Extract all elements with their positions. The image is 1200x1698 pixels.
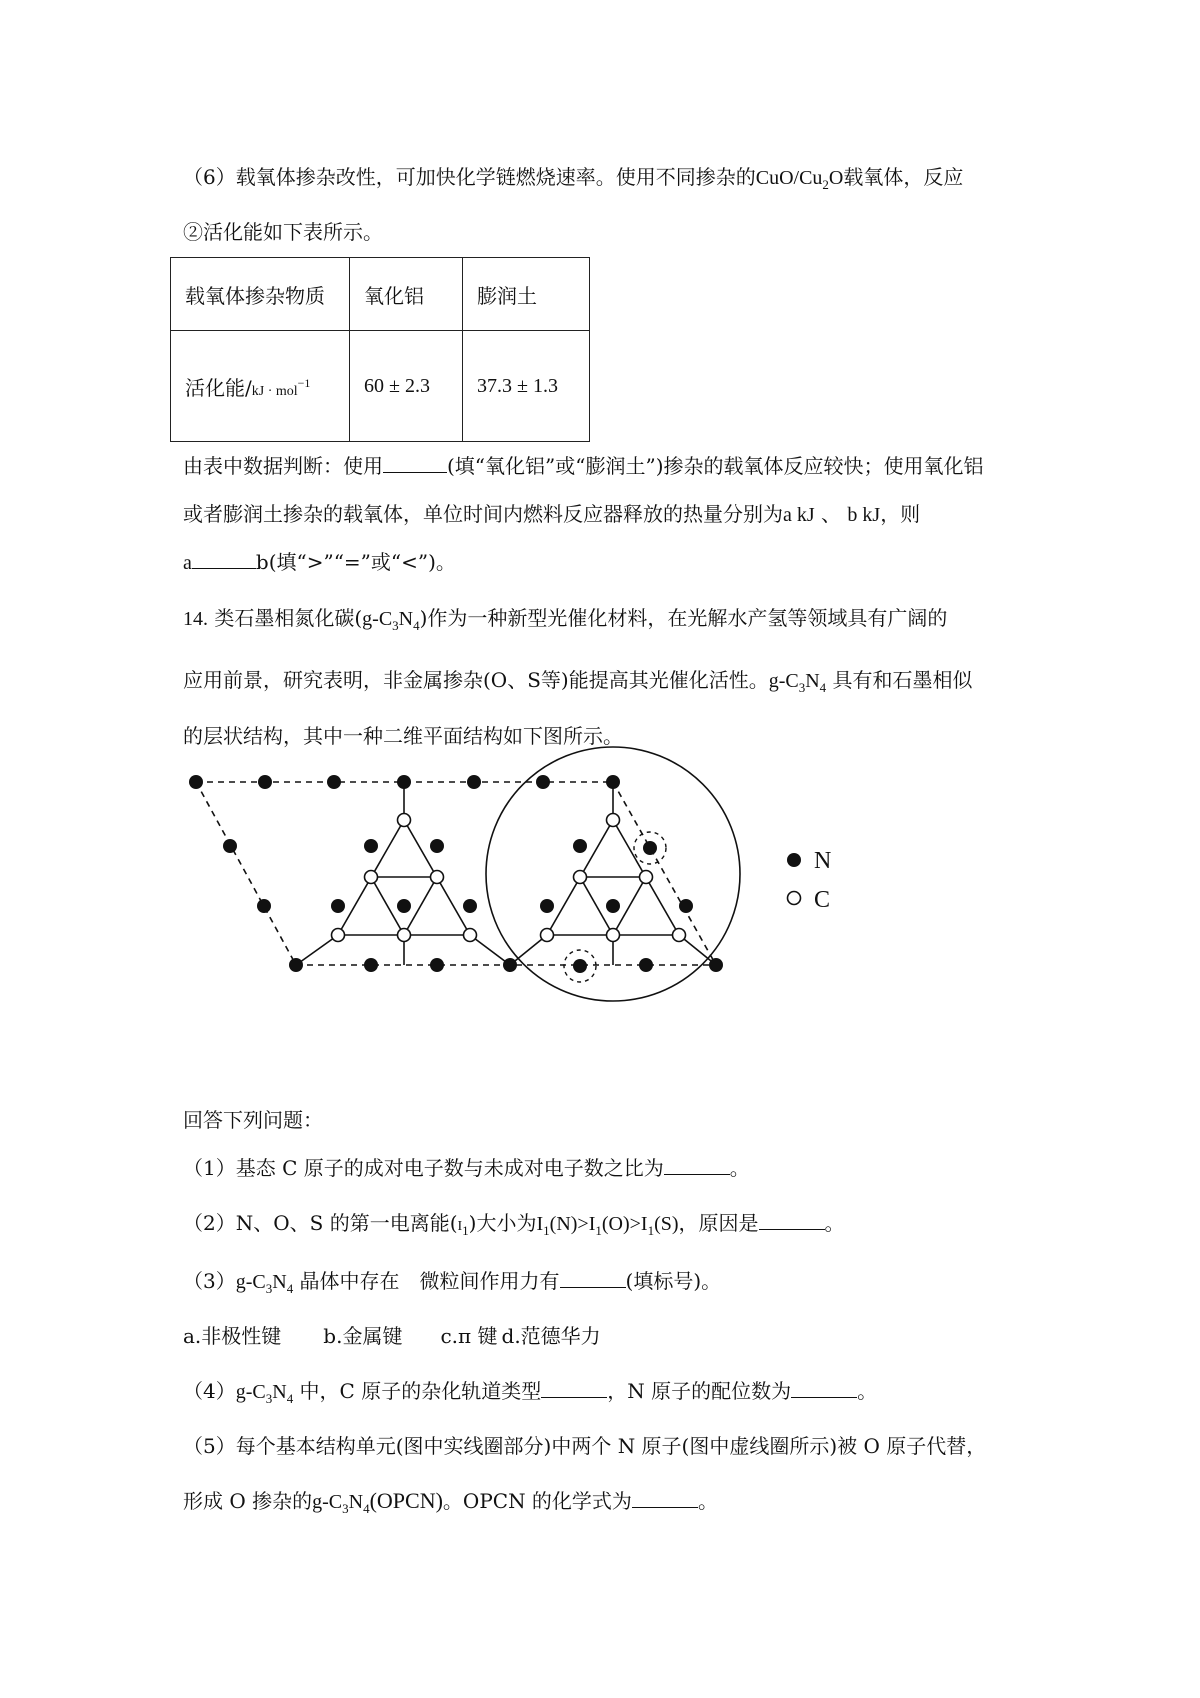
legend-n-marker	[787, 853, 801, 867]
part6-line2: ②活化能如下表所示。	[183, 220, 383, 244]
answer-blank[interactable]	[759, 1211, 825, 1230]
table-cell: 60 ± 2.3	[350, 331, 463, 442]
part6-question-line3: a b(填“>”“=”或“<”)。	[183, 550, 456, 574]
answer-blank[interactable]	[664, 1156, 730, 1175]
legend-c-label: C	[814, 887, 831, 913]
q14-intro-line3: 的层状结构，其中一种二维平面结构如下图所示。	[183, 724, 623, 748]
answer-blank[interactable]	[791, 1379, 857, 1398]
q14-sub5-line2: 形成 O 掺杂的$g-C_3N_4(OPCN)$。OPCN 的化学式为 。	[183, 1488, 718, 1516]
q14-intro-line1: 14. 类石墨相氮化碳$(g-C_3N_4)$作为一种新型光催化材料，在光解水产氢等领域具有广阔的	[183, 606, 948, 633]
option-a: a.非极性键	[183, 1324, 282, 1348]
answer-blank[interactable]	[541, 1379, 607, 1398]
bond-lines	[296, 782, 716, 965]
legend-c-marker	[788, 892, 801, 905]
part6-number: （6）	[183, 165, 236, 189]
q14-sub1: （1）基态 C 原子的成对电子数与未成对电子数之比为 。	[183, 1156, 750, 1180]
answer-blank[interactable]	[632, 1489, 698, 1508]
part6-line1: （6）载氧体掺杂改性，可加快化学链燃烧速率。使用不同掺杂的CuO/$Cu_2O$载氧体，反应	[183, 165, 964, 192]
table-header-cell: 氧化铝	[350, 258, 463, 331]
table-row-label: 活化能/kJ · mol$^{-1}$	[171, 331, 350, 442]
q14-sub2: （2）N、O、S 的第一电离能$(I_1)$大小为$I_1(N)>I_1(O)>I_1(S)$，原因是 。	[183, 1211, 845, 1238]
part6-question-line2: 或者膨润土掺杂的载氧体，单位时间内燃料反应器释放的热量分别为a kJ 、 b kJ，则	[183, 502, 921, 526]
table-cell: 37.3 ± 1.3	[463, 331, 590, 442]
option-d: d.范德华力	[501, 1324, 601, 1348]
unit-cell-dashed-outline	[196, 782, 716, 965]
question-number: 14.	[183, 608, 208, 630]
q14-intro-line2: 应用前景，研究表明，非金属掺杂(O、S等)能提高其光催化活性。$g-C_3N_4$ 具有和石墨相似	[183, 668, 973, 695]
answer-prompt: 回答下列问题：	[183, 1108, 323, 1132]
table-header-cell: 载氧体掺杂物质	[171, 258, 350, 331]
legend-n-label: N	[814, 848, 832, 874]
option-c: c.π 键	[440, 1324, 498, 1348]
q14-sub3-options	[183, 1322, 601, 1350]
answer-blank[interactable]	[560, 1269, 626, 1288]
table-header-cell: 膨润土	[463, 258, 590, 331]
option-b: b.金属键	[323, 1324, 403, 1348]
q14-sub3: $(3)g-C_3N_4$ 晶体中存在 微粒间作用力有 (填标号)。	[183, 1269, 722, 1296]
q14-sub5-line1: （5）每个基本结构单元(图中实线圈部分)中两个 N 原子(图中虚线圈所示)被 O 原子代替，	[183, 1434, 987, 1458]
q14-sub4: $(4)g-C_3N_4$ 中，C 原子的杂化轨道类型 ，N 原子的配位数为 。	[183, 1379, 878, 1406]
cuo-formula: CuO/$Cu_2O$	[755, 167, 844, 192]
part6-question-line1: 由表中数据判断：使用 (填“氧化铝”或“膨润土”)掺杂的载氧体反应较快；使用氧化铝	[183, 454, 984, 478]
